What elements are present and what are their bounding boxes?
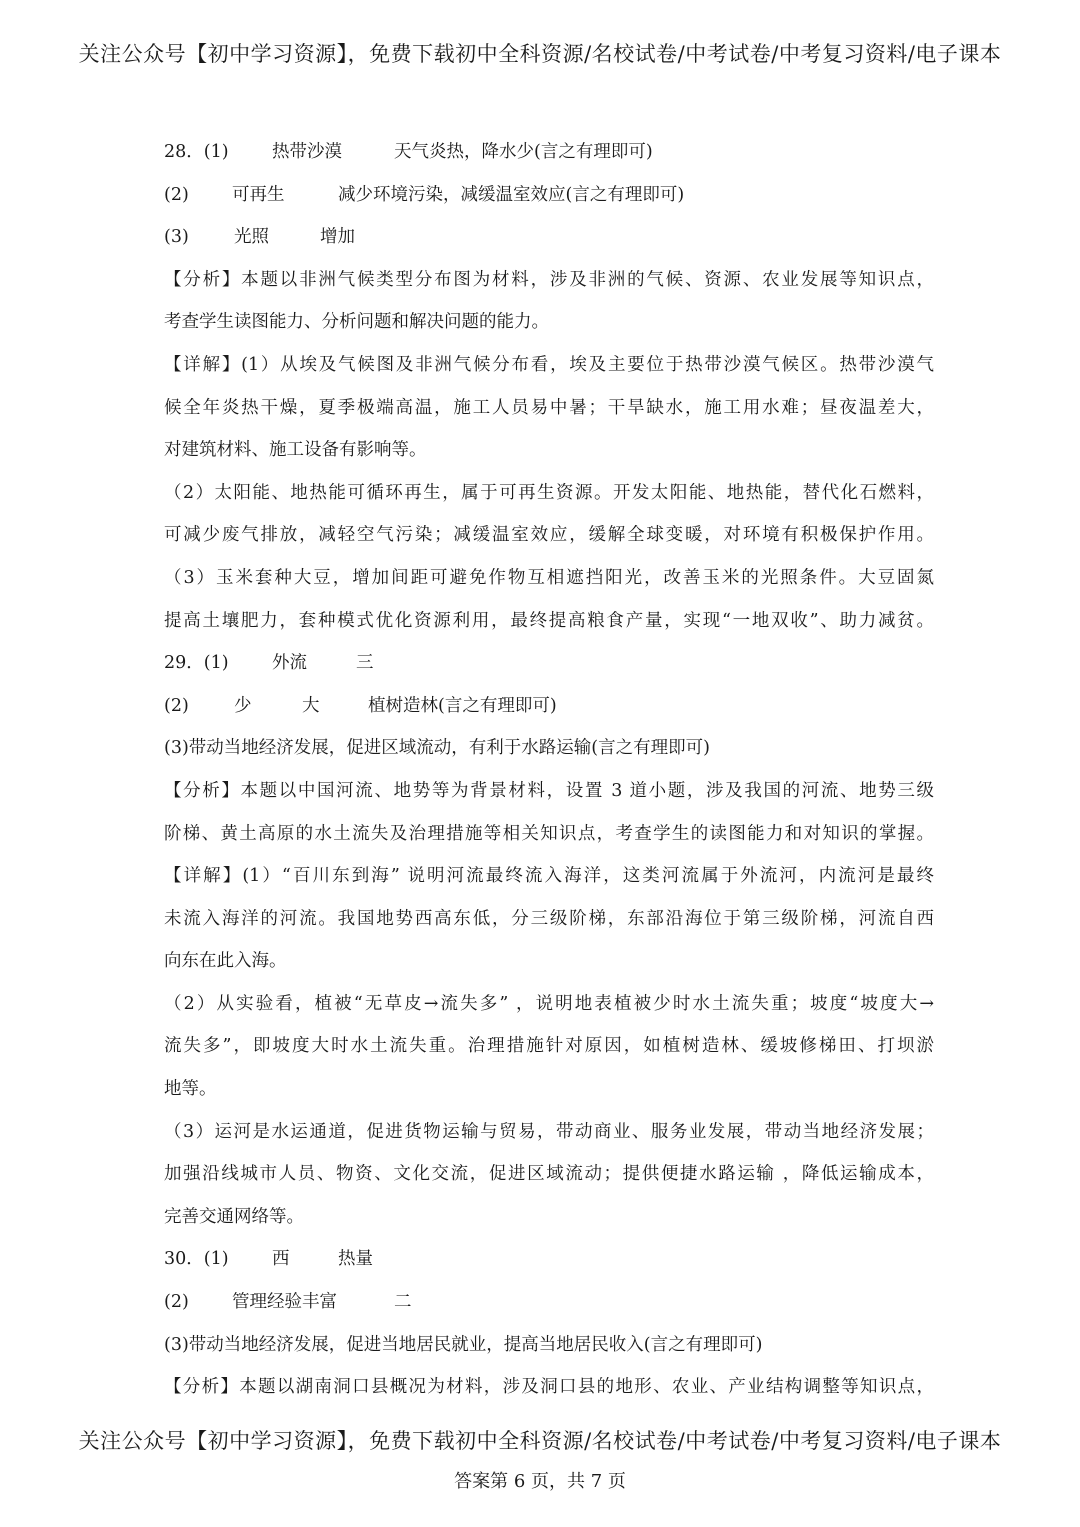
q28-detail-line: 可减少废气排放，减轻空气污染；减缓温室效应，缓解全球变暖，对环境有积极保护作用。 (164, 525, 934, 546)
q30-part2 (164, 1286, 934, 1329)
q28-part2-answer1: 可再生 (232, 184, 285, 205)
q30-part2-number: (2) (164, 1292, 189, 1313)
page-footer: 答案第 6 页，共 7 页 (454, 1471, 626, 1492)
q29-detail-line: 向东在此入海。 (164, 951, 287, 972)
q30-part2-answer2: 二 (394, 1292, 412, 1313)
q28-analysis-line: 考查学生读图能力、分析问题和解决问题的能力。 (164, 312, 549, 333)
q28-part3 (164, 221, 934, 264)
q29-part1-number: 29．(1) (164, 653, 229, 674)
q29-part2-number: (2) (164, 695, 189, 716)
q29-detail-line: 完善交通网络等。 (164, 1206, 304, 1227)
q28-detail-line: 【详解】(1）从埃及气候图及非洲气候分布看，埃及主要位于热带沙漠气候区。热带沙漠气 (164, 354, 934, 375)
q29-detail-line: （2）从实验看，植被“无草皮→流失多” ，说明地表植被少时水土流失重；坡度“坡度大→ (164, 993, 934, 1014)
q30-analysis-line: 【分析】本题以湖南洞口县概况为材料，涉及洞口县的地形、农业、产业结构调整等知识点， (164, 1377, 934, 1398)
q29-detail-line: 流失多”，即坡度大时水土流失重。治理措施针对原因，如植树造林、缓坡修梯田、打坝淤 (164, 1036, 934, 1057)
bottom-banner: 关注公众号【初中学习资源】，免费下载初中全科资源/名校试卷/中考试卷/中考复习资料/电子课本 (78, 1429, 1002, 1453)
q29-part2-answer3: 植树造林(言之有理即可) (368, 695, 557, 716)
q30-part3: (3)带动当地经济发展，促进当地居民就业，提高当地居民收入(言之有理即可) (164, 1334, 763, 1355)
q29-analysis-line: 阶梯、黄土高原的水土流失及治理措施等相关知识点，考查学生的读图能力和对知识的掌握。 (164, 823, 934, 844)
q30-part2-answer1: 管理经验丰富 (232, 1292, 337, 1313)
q29-part1-answer1: 外流 (272, 653, 307, 674)
q28-detail-line: 提高土壤肥力，套种模式优化资源利用，最终提高粮食产量，实现“一地双收”、助力减贫。 (164, 610, 934, 631)
q29-detail-line: （3）运河是水运通道，促进货物运输与贸易，带动商业、服务业发展，带动当地经济发展； (164, 1121, 934, 1142)
q28-part2-number: (2) (164, 184, 189, 205)
q30-part1-answer2: 热量 (338, 1249, 373, 1270)
q28-part2 (164, 179, 934, 222)
top-banner: 关注公众号【初中学习资源】，免费下载初中全科资源/名校试卷/中考试卷/中考复习资料/电子课本 (78, 42, 1002, 66)
q29-part1 (164, 647, 934, 690)
q28-part3-answer2: 增加 (320, 227, 355, 248)
q29-part2-answer2: 大 (302, 695, 320, 716)
q29-part2 (164, 690, 934, 733)
q28-part2-answer2: 减少环境污染，减缓温室效应(言之有理即可) (338, 184, 685, 205)
q28-part3-answer1: 光照 (234, 227, 269, 248)
q28-part1-answer1: 热带沙漠 (272, 142, 342, 162)
q29-detail-line: 地等。 (164, 1079, 217, 1100)
answer-content (164, 136, 934, 1414)
q29-detail-line: 【详解】(1）“百川东到海” 说明河流最终流入海洋，这类河流属于外流河，内流河是最终 (164, 866, 934, 887)
q30-part1-answer1: 西 (272, 1249, 290, 1270)
q28-part1-answer2: 天气炎热，降水少(言之有理即可) (394, 142, 653, 162)
q28-part1-number: 28．(1) (164, 142, 229, 162)
q28-detail-line: 对建筑材料、施工设备有影响等。 (164, 440, 427, 461)
q29-part3: (3)带动当地经济发展，促进区域流动，有利于水路运输(言之有理即可) (164, 738, 710, 759)
q28-analysis-line: 【分析】本题以非洲气候类型分布图为材料，涉及非洲的气候、资源、农业发展等知识点， (164, 269, 934, 290)
q29-detail-line: 未流入海洋的河流。我国地势西高东低，分三级阶梯，东部沿海位于第三级阶梯，河流自西 (164, 908, 934, 929)
q30-part1-number: 30．(1) (164, 1249, 229, 1270)
q30-part1 (164, 1243, 934, 1286)
q29-analysis-line: 【分析】本题以中国河流、地势等为背景材料，设置 3 道小题，涉及我国的河流、地势三级 (164, 780, 934, 801)
q29-part1-answer2: 三 (356, 653, 374, 674)
q28-detail-line: （3）玉米套种大豆，增加间距可避免作物互相遮挡阳光，改善玉米的光照条件。大豆固氮 (164, 567, 934, 588)
q29-part2-answer1: 少 (234, 695, 252, 716)
q28-part1 (164, 136, 934, 179)
q28-detail-line: （2）太阳能、地热能可循环再生，属于可再生资源。开发太阳能、地热能，替代化石燃料， (164, 482, 934, 503)
q28-detail-line: 候全年炎热干燥，夏季极端高温，施工人员易中暑；干旱缺水，施工用水难；昼夜温差大， (164, 397, 934, 418)
q28-part3-number: (3) (164, 227, 189, 248)
q29-detail-line: 加强沿线城市人员、物资、文化交流，促进区域流动；提供便捷水路运输 ，降低运输成本， (164, 1164, 934, 1185)
